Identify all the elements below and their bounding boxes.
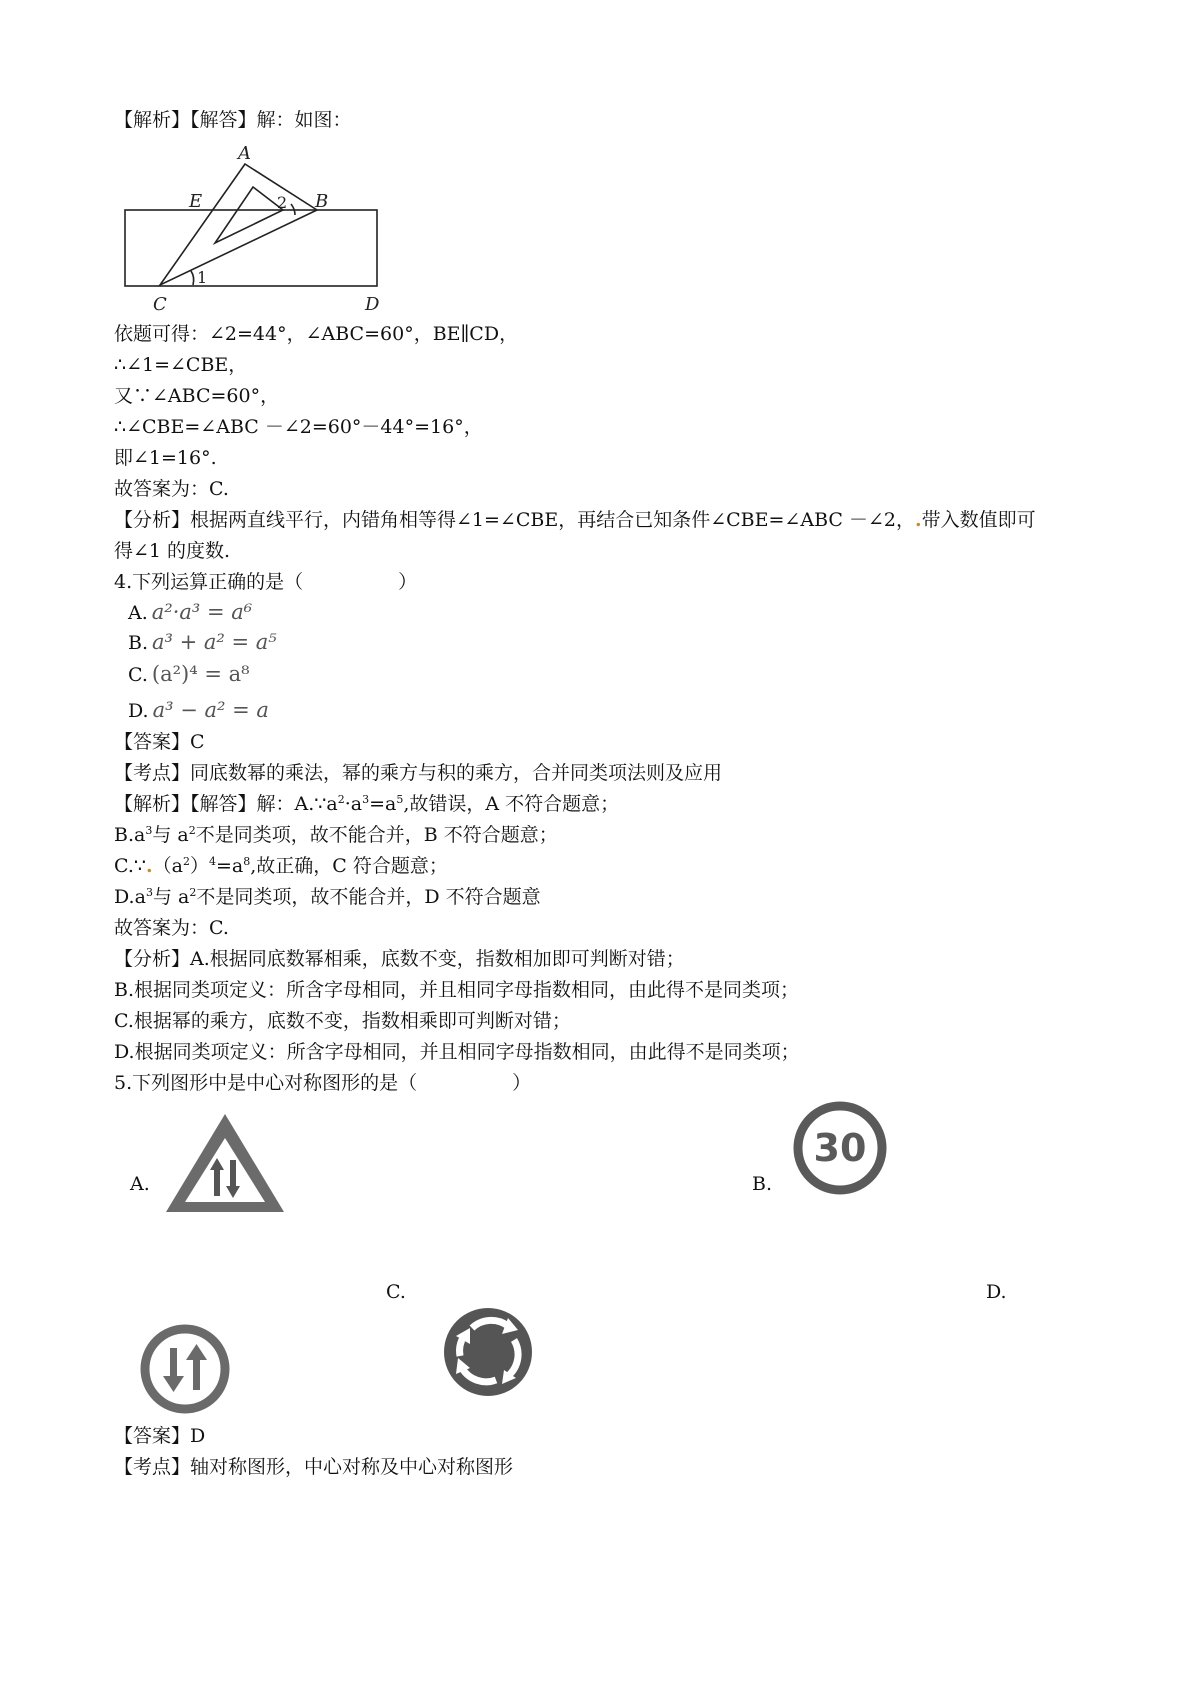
q4-solution-b: $B.a^3$与 $a^2$不是同类项，故不能合并，B 不符合题意； (114, 824, 558, 846)
q4-option-c: C. (a²)⁴ = a⁸ (128, 662, 250, 686)
q4-answer: 【答案】C (114, 731, 205, 753)
label-c: C (153, 294, 167, 315)
q5-answer: 【答案】D (114, 1425, 206, 1447)
roundabout-circle-icon (442, 1306, 534, 1398)
angle-2-label: 2 (277, 193, 288, 212)
q4-option-b: B. a³ + a² = a⁵ (128, 630, 277, 654)
q5-option-d-label: D. (986, 1281, 1007, 1303)
question-4: 4.下列运算正确的是（ ） (114, 571, 418, 593)
q4-analysis-c: C.根据幂的乘方，底数不变，指数相乘即可判断对错； (114, 1010, 571, 1032)
text-line: 依题可得：∠2=44°，∠ABC=60°，BE∥CD， (114, 323, 519, 345)
question-5: 5.下列图形中是中心对称图形的是（ ） (114, 1072, 532, 1094)
q5-option-c-label: C. (386, 1281, 406, 1303)
text-line: 【解析】【解答】解：如图： (114, 109, 352, 131)
q5-option-a-label: A. (130, 1173, 150, 1195)
q4-analysis-a: 【分析】A.根据同底数幂相乘，底数不变，指数相加即可判断对错； (114, 948, 685, 970)
q4-topic: 【考点】同底数幂的乘法，幂的乘方与积的乘方，合并同类项法则及应用 (114, 762, 723, 784)
text-line: 故答案为：C. (114, 478, 229, 500)
q4-analysis-b: B.根据同类项定义：所含字母相同，并且相同字母指数相同，由此得不是同类项； (114, 979, 800, 1001)
two-way-arrows-circle-icon (138, 1322, 232, 1416)
q4-analysis-d: D.根据同类项定义：所含字母相同，并且相同字母指数相同，由此得不是同类项； (114, 1041, 800, 1063)
q4-solution-d: $D.a^3$与 $a^2$不是同类项，故不能合并，D 不符合题意 (114, 886, 541, 908)
q4-option-a: A. a²·a³ = a⁶ (128, 600, 253, 624)
text-line: 又∵∠ABC=60°， (114, 385, 280, 407)
label-e: E (189, 191, 203, 212)
q4-solution-c: $C.\because.(a^2)^4=a^8$,故正确，C 符合题意； (114, 855, 448, 877)
analysis-line: 【分析】根据两直线平行，内错角相等得∠1=∠CBE，再结合已知条件∠CBE=∠ABC －∠2，.带入数值即可 (114, 509, 1036, 531)
q5-topic: 【考点】轴对称图形，中心对称及中心对称图形 (114, 1456, 514, 1478)
q5-option-b-label: B. (752, 1173, 773, 1195)
q4-conclusion: 故答案为：C. (114, 917, 229, 939)
two-way-traffic-warning-icon (160, 1108, 290, 1218)
text-line: 得∠1 的度数. (114, 540, 231, 562)
label-a: A (238, 145, 251, 164)
text-line: ∴∠1=∠CBE， (114, 354, 248, 376)
speed-limit-number: 30 (813, 1126, 867, 1170)
label-b: B (315, 191, 329, 212)
label-d: D (365, 294, 380, 315)
speed-limit-30-icon (790, 1098, 890, 1198)
angle-1-label: 1 (197, 268, 208, 287)
text-line: 即∠1=16°. (114, 447, 217, 469)
text-line: ∴∠CBE=∠ABC －∠2=60°－44°=16°， (114, 416, 483, 438)
q4-solution-a: 【解析】【解答】解：$A.\because a^2\cdot a^3=a^5$,故错误，A 不符合题意； (114, 793, 620, 815)
q4-option-d: D. a³ − a² = a (128, 698, 269, 722)
triangle-ruler-figure (115, 145, 415, 325)
